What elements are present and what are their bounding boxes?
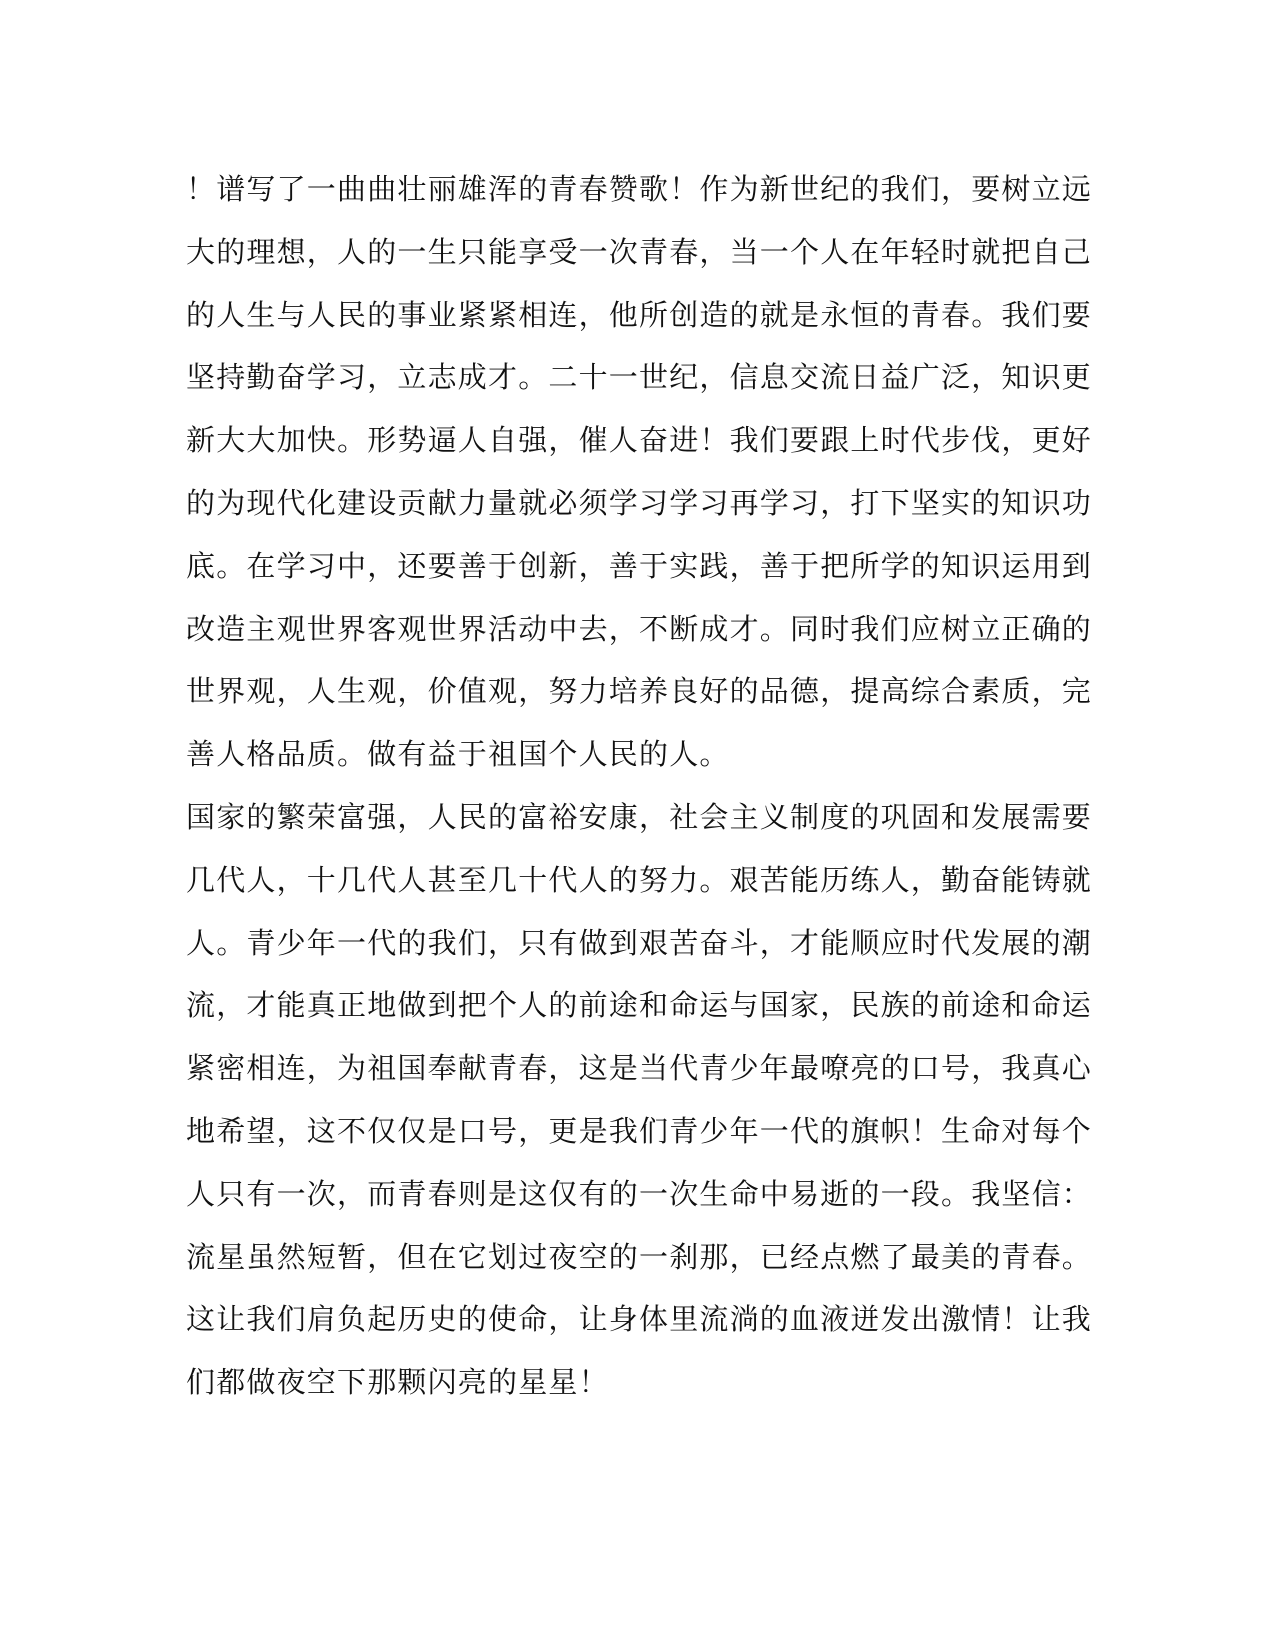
text-line: 底。在学习中，还要善于创新，善于实践，善于把所学的知识运用到 — [186, 548, 1093, 583]
text-line: 的为现代化建设贡献力量就必须学习学习再学习，打下坚实的知识功 — [186, 485, 1093, 520]
body-text — [186, 158, 1093, 1414]
text-line: 大的理想，人的一生只能享受一次青春，当一个人在年轻时就把自己 — [186, 234, 1093, 269]
text-line: 几代人，十几代人甚至几十代人的努力。艰苦能历练人，勤奋能铸就 — [186, 862, 1093, 897]
text-line: 人。青少年一代的我们，只有做到艰苦奋斗，才能顺应时代发展的潮 — [186, 925, 1093, 960]
text-line: ！谱写了一曲曲壮丽雄浑的青春赞歌！作为新世纪的我们，要树立远 — [186, 172, 1093, 206]
text-line: 们都做夜空下那颗闪亮的星星！ — [186, 1365, 609, 1400]
text-line: 的人生与人民的事业紧紧相连，他所创造的就是永恒的青春。我们要 — [186, 297, 1093, 332]
text-line: 善人格品质。做有益于祖国个人民的人。 — [186, 737, 730, 772]
text-line: 流，才能真正地做到把个人的前途和命运与国家，民族的前途和命运 — [186, 988, 1093, 1023]
text-line: 人只有一次，而青春则是这仅有的一次生命中易逝的一段。我坚信： — [186, 1176, 1093, 1211]
text-line: 改造主观世界客观世界活动中去，不断成才。同时我们应树立正确的 — [186, 611, 1093, 646]
text-line: 新大大加快。形势逼人自强，催人奋进！我们要跟上时代步伐，更好 — [186, 423, 1093, 458]
text-line: 坚持勤奋学习，立志成才。二十一世纪，信息交流日益广泛，知识更 — [186, 360, 1093, 395]
text-line: 国家的繁荣富强，人民的富裕安康，社会主义制度的巩固和发展需要 — [186, 799, 1093, 834]
text-line: 世界观，人生观，价值观，努力培养良好的品德，提高综合素质，完 — [186, 674, 1093, 709]
text-line: 地希望，这不仅仅是口号，更是我们青少年一代的旗帜！生命对每个 — [186, 1113, 1093, 1148]
text-line: 这让我们肩负起历史的使命，让身体里流淌的血液迸发出激情！让我 — [186, 1302, 1093, 1337]
text-line: 流星虽然短暂，但在它划过夜空的一刹那，已经点燃了最美的青春。 — [186, 1239, 1093, 1274]
text-line: 紧密相连，为祖国奉献青春，这是当代青少年最嘹亮的口号，我真心 — [186, 1051, 1093, 1086]
